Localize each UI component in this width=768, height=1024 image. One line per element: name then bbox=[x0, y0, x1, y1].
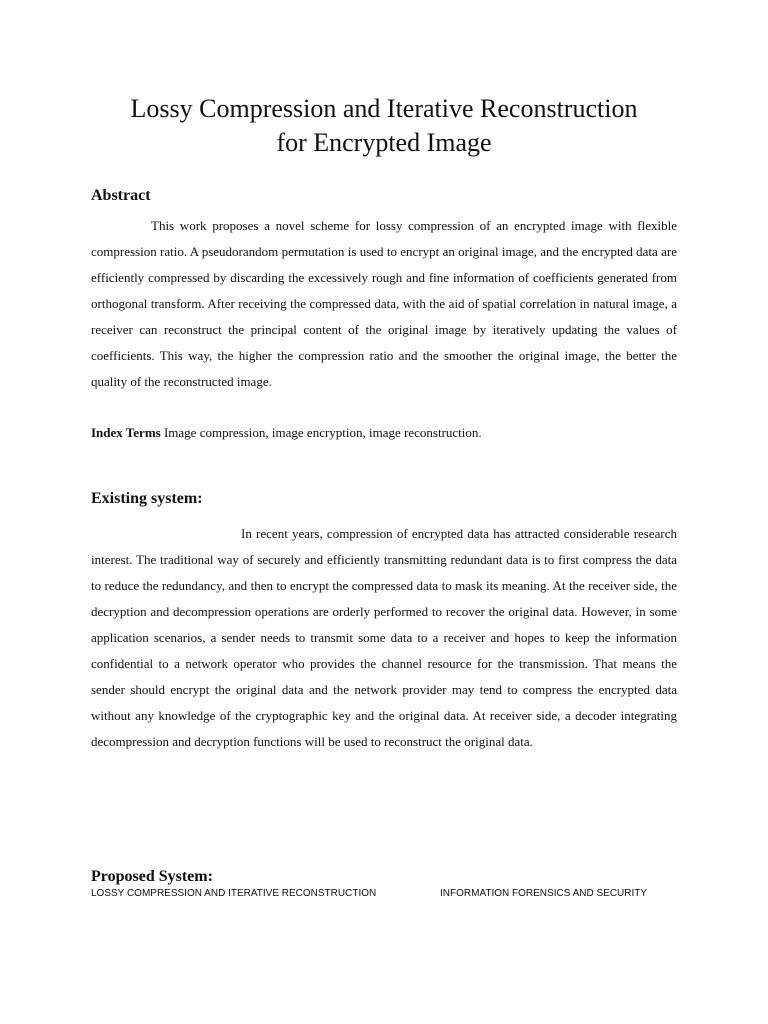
title-line-1: Lossy Compression and Iterative Reconstruction bbox=[130, 94, 638, 123]
existing-system-heading: Existing system: bbox=[91, 490, 203, 507]
abstract-heading: Abstract bbox=[91, 187, 151, 204]
footer-left-text: LOSSY COMPRESSION AND ITERATIVE RECONSTRUCTION bbox=[91, 888, 377, 899]
footer-right-text: INFORMATION FORENSICS AND SECURITY bbox=[440, 888, 648, 899]
abstract-body: This work proposes a novel scheme for lossy compression of an encrypted image with flexible compression ratio. A pseudorandom permutation is used to encrypt an original image, and the encrypted data are efficiently compressed by discarding the excessively rough and fine information of coefficients generated from orthogonal transform. After receiving the compressed data, with the aid of spatial correlation in natural image, a receiver can reconstruct the principal content of the original image by iteratively updating the values of coefficients. This way, the higher the compression ratio and the smoother the original image, the better the quality of the reconstructed image. bbox=[91, 218, 677, 389]
index-terms-label: Index Terms bbox=[91, 425, 161, 440]
proposed-system-heading: Proposed System: bbox=[91, 868, 213, 885]
document-title bbox=[60, 92, 708, 160]
existing-system-body: In recent years, compression of encrypted data has attracted considerable research interest. The traditional way of securely and efficiently transmitting redundant data is to first compress the data to reduce the redundancy, and then to encrypt the compressed data to mask its meaning. At the receiver side, the decryption and decompression operations are orderly performed to recover the original data. However, in some application scenarios, a sender needs to transmit some data to a receiver and hopes to keep the information confidential to a network operator who provides the channel resource for the transmission. That means the sender should encrypt the original data and the network provider may tend to compress the encrypted data without any knowledge of the cryptographic key and the original data. At receiver side, a decoder integrating decompression and decryption functions will be used to reconstruct the original data. bbox=[91, 526, 677, 749]
title-line-2: for Encrypted Image bbox=[276, 128, 492, 157]
index-terms-text: Image compression, image encryption, image reconstruction. bbox=[163, 425, 482, 440]
index-terms bbox=[91, 423, 482, 443]
